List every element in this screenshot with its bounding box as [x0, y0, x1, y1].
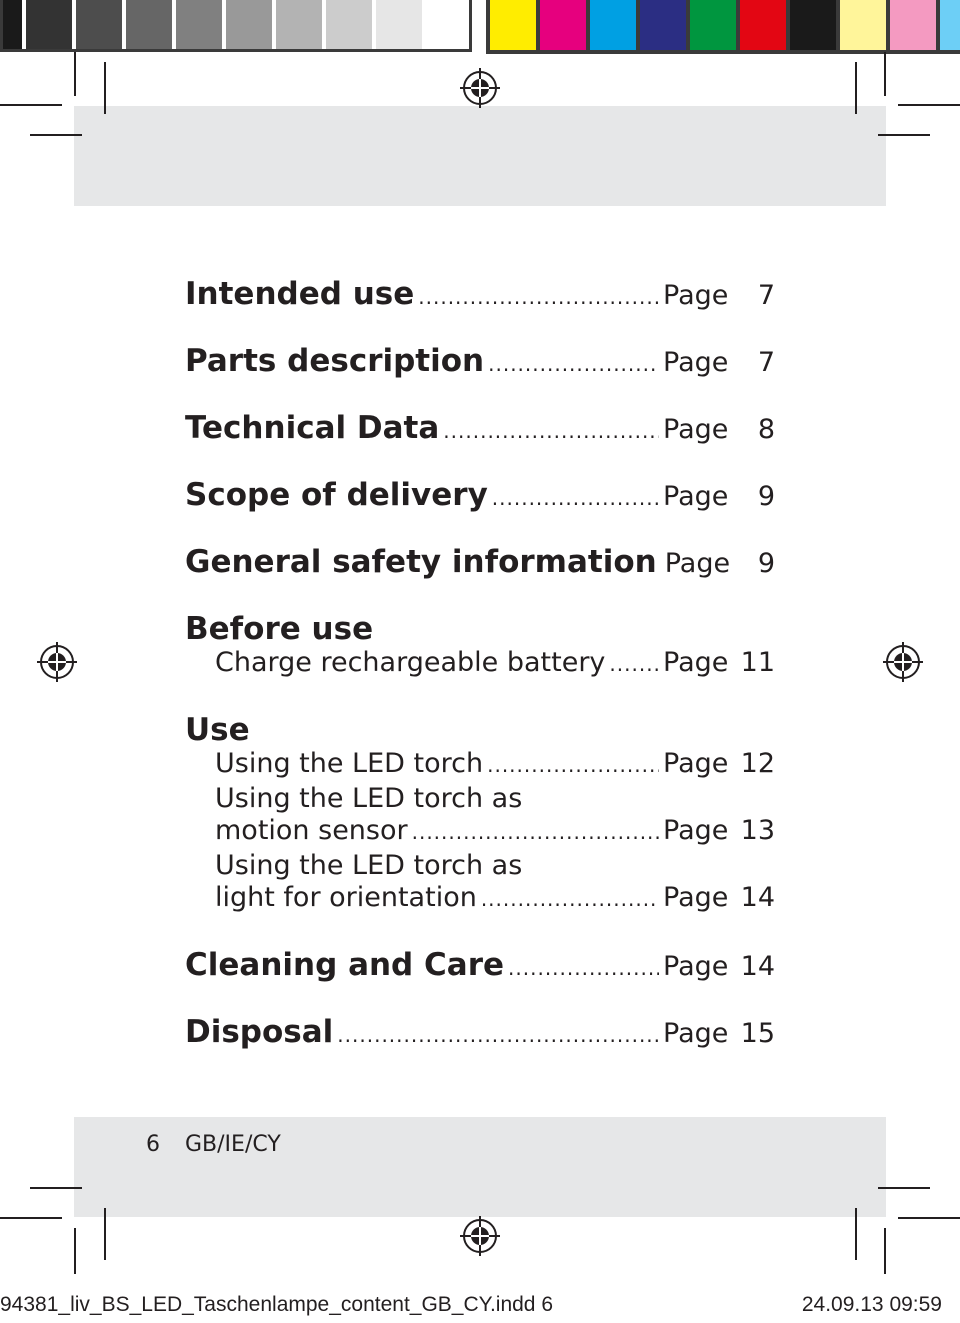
- crop-mark: [0, 1217, 62, 1219]
- header-band: [74, 106, 886, 206]
- toc-entry[interactable]: [185, 544, 775, 588]
- cyan-swatch: [590, 0, 636, 50]
- toc-subentry-title: Using the LED torch: [215, 748, 484, 779]
- light-cyan-swatch: [940, 0, 960, 50]
- page-number: 15: [740, 1018, 775, 1049]
- dot-leader: [609, 652, 659, 676]
- footer-page-number: 6: [146, 1132, 160, 1157]
- crop-mark: [898, 1217, 960, 1219]
- crop-mark: [878, 1187, 930, 1189]
- toc-entry-title: Disposal: [185, 1014, 334, 1050]
- dot-leader: [488, 352, 659, 376]
- crop-mark: [104, 62, 106, 114]
- toc-entry[interactable]: [185, 1014, 775, 1058]
- toc-entry-title: Scope of delivery: [185, 477, 488, 513]
- section-heading: Use: [185, 712, 250, 748]
- toc-subentry-title-line: Using the LED torch as: [215, 783, 523, 814]
- red-swatch: [740, 0, 786, 50]
- page-number: 12: [740, 748, 775, 779]
- page-number: 9: [757, 548, 775, 579]
- page-label: Page: [663, 748, 729, 779]
- crop-mark: [0, 104, 62, 106]
- page-number: 14: [740, 951, 775, 982]
- crop-mark: [104, 1208, 106, 1260]
- page-label: Page: [663, 815, 729, 846]
- registration-mark-icon: [460, 68, 500, 108]
- toc-subentry-title: motion sensor: [215, 815, 408, 846]
- toc-subentry-title-line: Using the LED torch as: [215, 850, 523, 881]
- page-label: Page: [663, 882, 729, 913]
- page-label: Page: [663, 481, 729, 512]
- toc-subentry-title: light for orientation: [215, 882, 477, 913]
- page-number: 9: [757, 481, 775, 512]
- dot-leader: [481, 887, 659, 911]
- toc-entry[interactable]: [185, 276, 775, 320]
- page-number: 8: [757, 414, 775, 445]
- crop-mark: [30, 134, 82, 136]
- page-label: Page: [663, 414, 729, 445]
- dot-leader: [337, 1023, 659, 1047]
- page-label: Page: [664, 548, 731, 579]
- light-yellow-swatch: [840, 0, 886, 50]
- black-swatch: [790, 0, 836, 50]
- toc-subentry[interactable]: [185, 882, 775, 926]
- magenta-swatch: [540, 0, 586, 50]
- page-number: 14: [740, 882, 775, 913]
- page-label: Page: [663, 951, 729, 982]
- gray-ramp-frame: [0, 0, 472, 52]
- dot-leader: [508, 956, 659, 980]
- registration-mark-icon: [460, 1216, 500, 1256]
- dot-leader: [443, 419, 659, 443]
- footer-region-code: GB/IE/CY: [185, 1132, 281, 1157]
- page-label: Page: [663, 1018, 729, 1049]
- crop-mark: [74, 52, 76, 96]
- crop-mark: [74, 1228, 76, 1274]
- page-number: 7: [757, 347, 775, 378]
- dot-leader: [487, 753, 659, 777]
- dot-leader: [492, 486, 659, 510]
- dot-leader: [418, 285, 659, 309]
- toc-entry-title: Intended use: [185, 276, 415, 312]
- crop-mark: [855, 1208, 857, 1260]
- page-number: 13: [740, 815, 775, 846]
- yellow-swatch: [490, 0, 536, 50]
- toc-entry[interactable]: [185, 410, 775, 454]
- page-number: 11: [740, 647, 775, 678]
- crop-mark: [878, 134, 930, 136]
- page-label: Page: [663, 347, 729, 378]
- page-label: Page: [663, 280, 729, 311]
- page-label: Page: [663, 647, 729, 678]
- registration-mark-icon: [883, 642, 923, 682]
- crop-mark: [30, 1187, 82, 1189]
- blue-swatch: [640, 0, 686, 50]
- toc-entry[interactable]: [185, 343, 775, 387]
- toc-entry-title: General safety information: [185, 544, 657, 580]
- pink-swatch: [890, 0, 936, 50]
- crop-mark: [855, 62, 857, 114]
- slug-filename: 94381_liv_BS_LED_Taschenlampe_content_GB_CY.indd 6: [0, 1293, 554, 1316]
- toc-entry-title: Parts description: [185, 343, 485, 379]
- slug-timestamp: 24.09.13 09:59: [801, 1293, 942, 1316]
- page-number: 7: [757, 280, 775, 311]
- toc-entry[interactable]: [185, 477, 775, 521]
- dot-leader: [412, 820, 659, 844]
- toc-entry[interactable]: [185, 947, 775, 991]
- toc-entry-title: Technical Data: [185, 410, 440, 446]
- toc-entry-title: Cleaning and Care: [185, 947, 505, 983]
- toc-subentry[interactable]: [185, 647, 775, 691]
- registration-mark-icon: [37, 642, 77, 682]
- crop-mark: [884, 1228, 886, 1274]
- color-calibration-bar: [0, 0, 960, 54]
- crop-mark: [898, 104, 960, 106]
- crop-mark: [884, 52, 886, 96]
- toc-subentry-title: Charge rechargeable battery: [215, 647, 606, 678]
- green-swatch: [690, 0, 736, 50]
- section-heading: Before use: [185, 611, 374, 647]
